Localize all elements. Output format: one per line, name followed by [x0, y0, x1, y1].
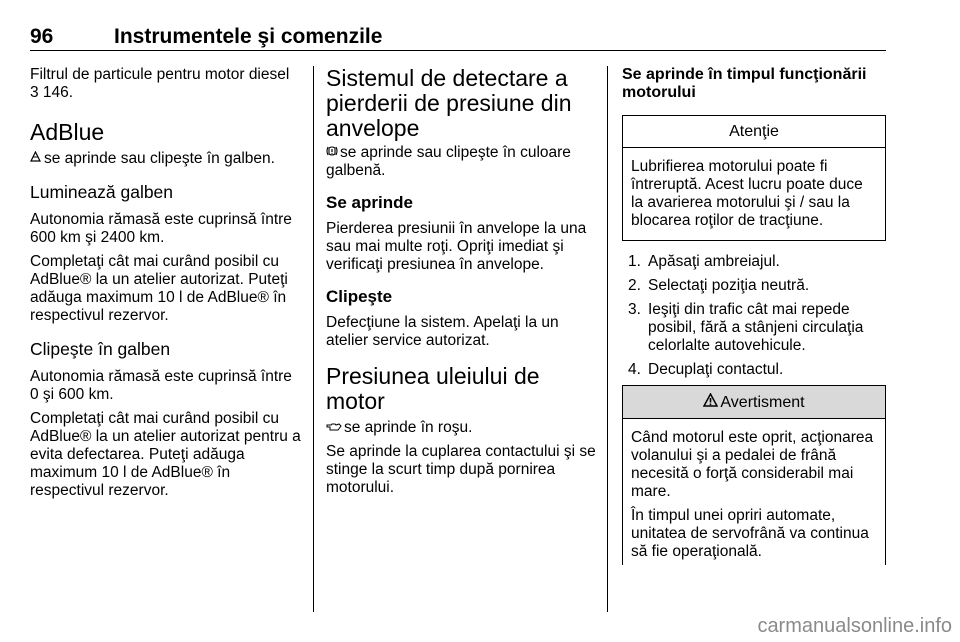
- list-item: 1. Apăsaţi ambreiajul.: [628, 253, 780, 270]
- section-title-adblue: AdBlue: [30, 119, 105, 145]
- section-title-tyre-pressure: Sistemul de detectare a pierderii de presiune din anvelope: [326, 65, 572, 141]
- list-item: 2. Selectaţi poziţia neutră.: [628, 277, 810, 294]
- sub1-paragraph-2: Completaţi cât mai curând posibil cu AdBlue® la un atelier autorizat. Puteţi adăuga maximum 10 l de AdBlue® în respectivul rezervor.: [30, 253, 288, 324]
- oil-paragraph: Se aprinde la cuplarea contactului şi se stinge la scurt timp după pornirea motorului.: [326, 443, 596, 496]
- tyre-pressure-icon: [326, 144, 340, 162]
- tyre-desc: se aprinde sau clipeşte în culoare galbenă.: [326, 144, 571, 179]
- column-divider-1: [313, 66, 314, 612]
- page-header: [30, 22, 886, 51]
- column3-title: Se aprinde în timpul funcţionării motorului: [622, 66, 867, 101]
- oil-desc: se aprinde în roşu.: [326, 419, 596, 437]
- warning-paragraph-2: În timpul unei opriri automate, unitatea de servofrână va continua să fie operaţională.: [631, 507, 869, 560]
- sub2-paragraph-2: Completaţi cât mai curând posibil cu AdBlue® la un atelier autorizat pentru a evita defectarea. Puteţi adăuga maximum 10 l de AdBlue® în respectivul rezervor.: [30, 410, 301, 499]
- column-divider-2: [607, 66, 608, 612]
- intro-reference[interactable]: 3 146.: [30, 84, 74, 101]
- sub-title-lights: Se aprinde: [326, 193, 413, 212]
- steps-list: [622, 253, 886, 379]
- sub-title-flashes: Clipeşte: [326, 287, 393, 306]
- sub2-paragraph-1: Autonomia rămasă este cuprinsă între 0 şi 600 km.: [30, 368, 292, 403]
- warning-box: [622, 385, 886, 565]
- sub-title-solid-yellow: Luminează galben: [30, 182, 174, 202]
- notice-heading: Atenţie: [623, 116, 885, 148]
- sub-title-flashing-yellow: Clipeşte în galben: [30, 339, 171, 359]
- list-item: 4. Decuplaţi contactul.: [628, 361, 784, 378]
- section-title-oil-pressure: Presiunea uleiului de motor: [326, 363, 540, 414]
- warning-heading: Avertisment: [623, 386, 885, 419]
- column-1: [30, 66, 302, 500]
- adblue-desc: se aprinde sau clipeşte în galben.: [30, 150, 302, 168]
- warning-paragraph-1: Când motorul este oprit, acţionarea volanului şi a pedalei de frână necesită o forţă considerabil mai mare.: [631, 429, 874, 500]
- warning-body: [623, 419, 885, 565]
- column-3: [622, 66, 886, 565]
- intro-text: Filtrul de particule pentru motor diesel: [30, 66, 290, 83]
- adblue-icon: [30, 150, 44, 168]
- warning-triangle-icon: [703, 393, 718, 412]
- list-item: 3. Ieşiţi din trafic cât mai repede posibil, fără a stânjeni circulaţia celorlalte autovehicule.: [628, 301, 864, 354]
- oil-can-icon: [326, 419, 344, 437]
- watermark: carmanualsonline.info: [757, 615, 952, 637]
- flashes-paragraph: Defecţiune la sistem. Apelaţi la un atelier service autorizat.: [326, 314, 559, 349]
- chapter-title: Instrumentele şi comenzile: [114, 25, 383, 48]
- notice-body: Lubrifierea motorului poate fi întreruptă. Acest lucru poate duce la avarierea motorului şi / sau la blocarea roţilor de tracţiune.: [631, 158, 863, 229]
- page-number: 96: [30, 25, 54, 48]
- column-2: [326, 66, 596, 497]
- notice-box: [622, 115, 886, 241]
- lights-paragraph: Pierderea presiunii în anvelope la una sau mai multe roţi. Opriţi imediat şi verificaţi presiunea în anvelope.: [326, 220, 587, 273]
- sub1-paragraph-1: Autonomia rămasă este cuprinsă între 600 km şi 2400 km.: [30, 211, 292, 246]
